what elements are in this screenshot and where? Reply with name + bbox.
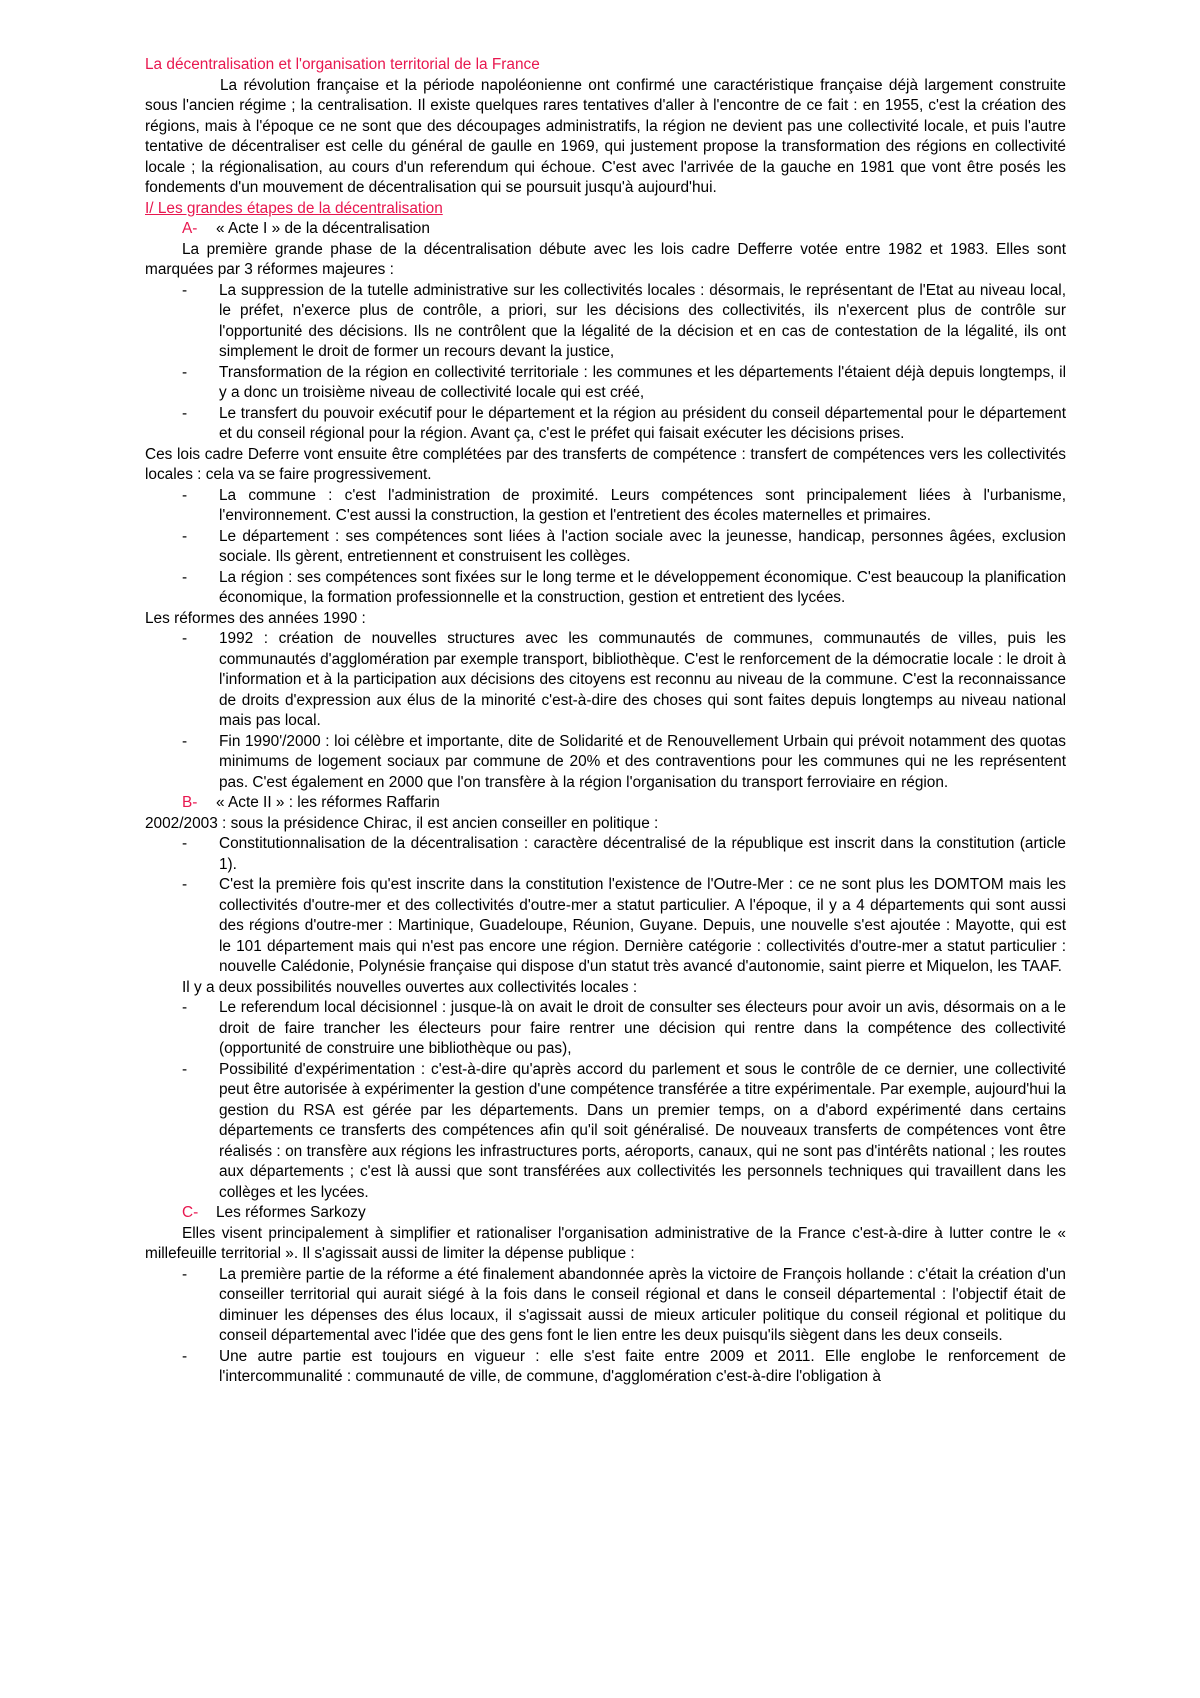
bullet-dash: -: [182, 999, 188, 1016]
subsection-c-intro: Elles visent principalement à simplifier et rationaliser l'organisation administrative de la France c'est-à-dire à lutter contre le « millefeuille territorial ». Il s'agissait aussi de limiter la dépense publique :: [145, 1224, 1066, 1262]
subsection-a-paragraph-2: Ces lois cadre Deferre vont ensuite être complétées par des transferts de compétence : transfert de compétences vers les collectivités locales : cela va se faire progressivement.: [145, 445, 1066, 483]
subsection-b-title: « Acte II » : les réformes Raffarin: [216, 794, 440, 811]
list-item-text: La commune : c'est l'administration de proximité. Leurs compétences sont principalement liées à l'urbanisme, l'environnement. C'est aussi la construction, la gestion et l'entretient des écoles maternelles et primaires.: [219, 486, 1066, 524]
bullet-dash: -: [182, 732, 188, 750]
list-item-text: Constitutionnalisation de la décentralisation : caractère décentralisé de la république est inscrit dans la constitution (article 1).: [219, 835, 1066, 873]
subsection-b-intro: 2002/2003 : sous la présidence Chirac, il est ancien conseiller en politique :: [145, 814, 659, 832]
list-item-text: Transformation de la région en collectivité territoriale : les communes et les départements l'étaient déjà depuis longtemps, il y a donc un troisième niveau de collectivité locale qui est créé,: [219, 363, 1066, 401]
list-item: [145, 875, 1066, 978]
list-item: [145, 404, 1066, 445]
list-item: [145, 1265, 1066, 1347]
subsection-c-heading: [145, 1203, 1066, 1224]
list-item-text: Le département : ses compétences sont liées à l'action sociale avec la jeunesse, handicap, personnes âgées, exclusion sociale. Ils gèrent, entretiennent et construisent les collèges.: [219, 527, 1066, 565]
bullet-dash: -: [182, 835, 188, 852]
list-item-text: Le referendum local décisionnel : jusque-là on avait le droit de consulter ses électeurs pour avoir un avis, désormais on a le droit de faire trancher les électeurs pour faire rentrer une décision qui rentre dans la compétence des collectivité (opportunité de construire une bibliothèque ou pas),: [219, 999, 1066, 1057]
list-item-text: Une autre partie est toujours en vigueur : elle s'est faite entre 2009 et 2011. Elle englobe le renforcement de l'intercommunalité : communauté de ville, de commune, d'agglomération c'est-à-dire l'obligation à: [219, 1347, 1066, 1385]
bullet-dash: -: [182, 486, 188, 504]
bullet-dash: -: [182, 1265, 188, 1283]
subsection-a-letter: A-: [182, 220, 198, 237]
subsection-a-list-3: [145, 629, 1066, 793]
subsection-a-title: « Acte I » de la décentralisation: [216, 220, 430, 237]
list-item: [145, 998, 1066, 1060]
list-item-text: Fin 1990'/2000 : loi célèbre et importante, dite de Solidarité et de Renouvellement Urbain qui prévoit notamment des quotas minimums de logement sociaux par commune de 20% et des contraventions pour les communes qui ne les représentent pas. C'est également en 2000 que l'on transfère à la région l'organisation du transport ferroviaire en région.: [219, 732, 1066, 791]
subsection-a-heading: [145, 219, 1066, 240]
list-item: [145, 1060, 1066, 1204]
subsection-b-list-1: [145, 834, 1066, 978]
subsection-a-intro: La première grande phase de la décentralisation débute avec les lois cadre Defferre votée entre 1982 et 1983. Elles sont marquées par 3 réformes majeures :: [145, 240, 1066, 278]
subsection-a-list-1: [145, 281, 1066, 445]
list-item-text: La suppression de la tutelle administrative sur les collectivités locales : désormais, le représentant de l'Etat au niveau local, le préfet, n'exerce plus de contrôle, a priori, sur les décisions des collectivités, ils n'exercent plus de contrôle sur l'opportunité des décisions. Ils ne contrôlent que la légalité de la décision et en cas de contestation de la légalité, ils ont simplement le droit de former un recours devant la justice,: [219, 281, 1066, 360]
subsection-b-letter: B-: [182, 794, 198, 811]
subsection-c-list-1: [145, 1265, 1066, 1388]
list-item: [145, 1347, 1066, 1388]
bullet-dash: -: [182, 404, 188, 422]
subsection-b-list-2: [145, 998, 1066, 1203]
list-item: [145, 281, 1066, 363]
list-item: [145, 834, 1066, 875]
list-item-text: 1992 : création de nouvelles structures avec les communautés de communes, communautés de villes, puis les communautés d'agglomération par exemple transport, bibliothèque. C'est le renforcement de la démocratie locale : le droit à l'information et à la participation aux décisions des citoyens est reconnu au niveau de la commune. C'est la reconnaissance de droits d'expression aux élus de la minorité c'est-à-dire des choses qui sont faites depuis longtemps au niveau national mais pas local.: [219, 630, 1066, 729]
bullet-dash: -: [182, 281, 188, 299]
list-item-text: Le transfert du pouvoir exécutif pour le département et la région au président du conseil départemental pour le département et du conseil régional pour la région. Avant ça, c'est le préfet qui faisait exécuter les décisions prises.: [219, 404, 1066, 442]
subsection-b-heading: [145, 793, 1066, 814]
intro-paragraph: La révolution française et la période napoléonienne ont confirmé une caractéristique française déjà largement construite sous l'ancien régime ; la centralisation. Il existe quelques rares tentatives d'aller à l'encontre de ce fait : en 1955, c'est la création des régions, mais à l'époque ce ne sont que des découpages administratifs, la région ne devient pas une collectivité locale, et puis l'autre tentative de décentraliser est celle du général de gaulle en 1969, qui justement propose la transformation des régions en collectivité locale ; la régionalisation, au cours d'un referendum qui échoue. C'est avec l'arrivée de la gauche en 1981 que vont être posés les fondements d'un mouvement de décentralisation qui se poursuit jusqu'à aujourd'hui.: [145, 76, 1066, 196]
list-item: [145, 363, 1066, 404]
subsection-b-paragraph-2: Il y a deux possibilités nouvelles ouvertes aux collectivités locales :: [182, 978, 638, 996]
list-item-text: C'est la première fois qu'est inscrite dans la constitution l'existence de l'Outre-Mer : ce ne sont plus les DOMTOM mais les collectivités d'outre-mer et des collectivités d'outre-mer a statut particulier. A l'époque, il y a 4 départements qui sont aussi des régions d'outre-mer : Martinique, Guadeloupe, Réunion, Guyane. Depuis, une nouvelle s'est ajoutée : Mayotte, qui est le 101 département mais qui n'est pas encore une région. Dernière catégorie : collectivités d'outre-mer a statut particulier : nouvelle Calédonie, Polynésie française qui dispose d'un statut très avancé d'autonomie, saint pierre et Miquelon, les TAAF.: [219, 876, 1066, 975]
list-item-text: La première partie de la réforme a été finalement abandonnée après la victoire de François hollande : c'était la création d'un conseiller territorial qui aurait siégé à la fois dans le conseil régional et dans le conseil départemental : l'objectif était de diminuer les dépenses des élus locaux, il s'agissait aussi de mieux articuler politique du conseil régional et politique du conseil départemental avec l'idée que des gens font le lien entre les deux puisqu'ils siègent dans les deux conseils.: [219, 1265, 1066, 1344]
bullet-dash: -: [182, 363, 188, 381]
bullet-dash: -: [182, 568, 188, 586]
subsection-a-paragraph-3: Les réformes des années 1990 :: [145, 609, 366, 627]
bullet-dash: -: [182, 1060, 188, 1078]
list-item: [145, 732, 1066, 794]
section-title: I/ Les grandes étapes de la décentralisation: [145, 199, 443, 217]
subsection-c-letter: C-: [182, 1204, 199, 1221]
list-item-text: La région : ses compétences sont fixées sur le long terme et le développement économique. C'est beaucoup la planification économique, la formation professionnelle et la construction, gestion et entretient des lycées.: [219, 568, 1066, 606]
document-title: La décentralisation et l'organisation territorial de la France: [145, 56, 540, 73]
list-item: [145, 527, 1066, 568]
list-item-text: Possibilité d'expérimentation : c'est-à-dire qu'après accord du parlement et sous le contrôle de ce dernier, une collectivité peut être autorisée à expérimenter la gestion d'une compétence transférée a titre expérimentale. Par exemple, aujourd'hui la gestion du RSA est gérée par les départements. Dans un premier temps, on a d'abord expérimenté dans certains départements ce transferts des compétences afin qu'il soit généralisé. De nouveaux transferts de compétences vont être réalisés : on transfère aux régions les infrastructures ports, aéroports, canaux, qui ne sont pas d'intérêts national ; les routes aux départements ; c'est là aussi que sont transférées aux collectivités les personnels techniques qui travaillent dans les collèges et les lycées.: [219, 1060, 1066, 1201]
list-item: [145, 629, 1066, 732]
bullet-dash: -: [182, 527, 188, 545]
list-item: [145, 568, 1066, 609]
list-item: [145, 486, 1066, 527]
subsection-a-list-2: [145, 486, 1066, 609]
document-page: [145, 55, 1066, 1388]
bullet-dash: -: [182, 630, 188, 647]
bullet-dash: -: [182, 876, 188, 893]
subsection-c-title: Les réformes Sarkozy: [216, 1204, 366, 1221]
bullet-dash: -: [182, 1347, 188, 1365]
